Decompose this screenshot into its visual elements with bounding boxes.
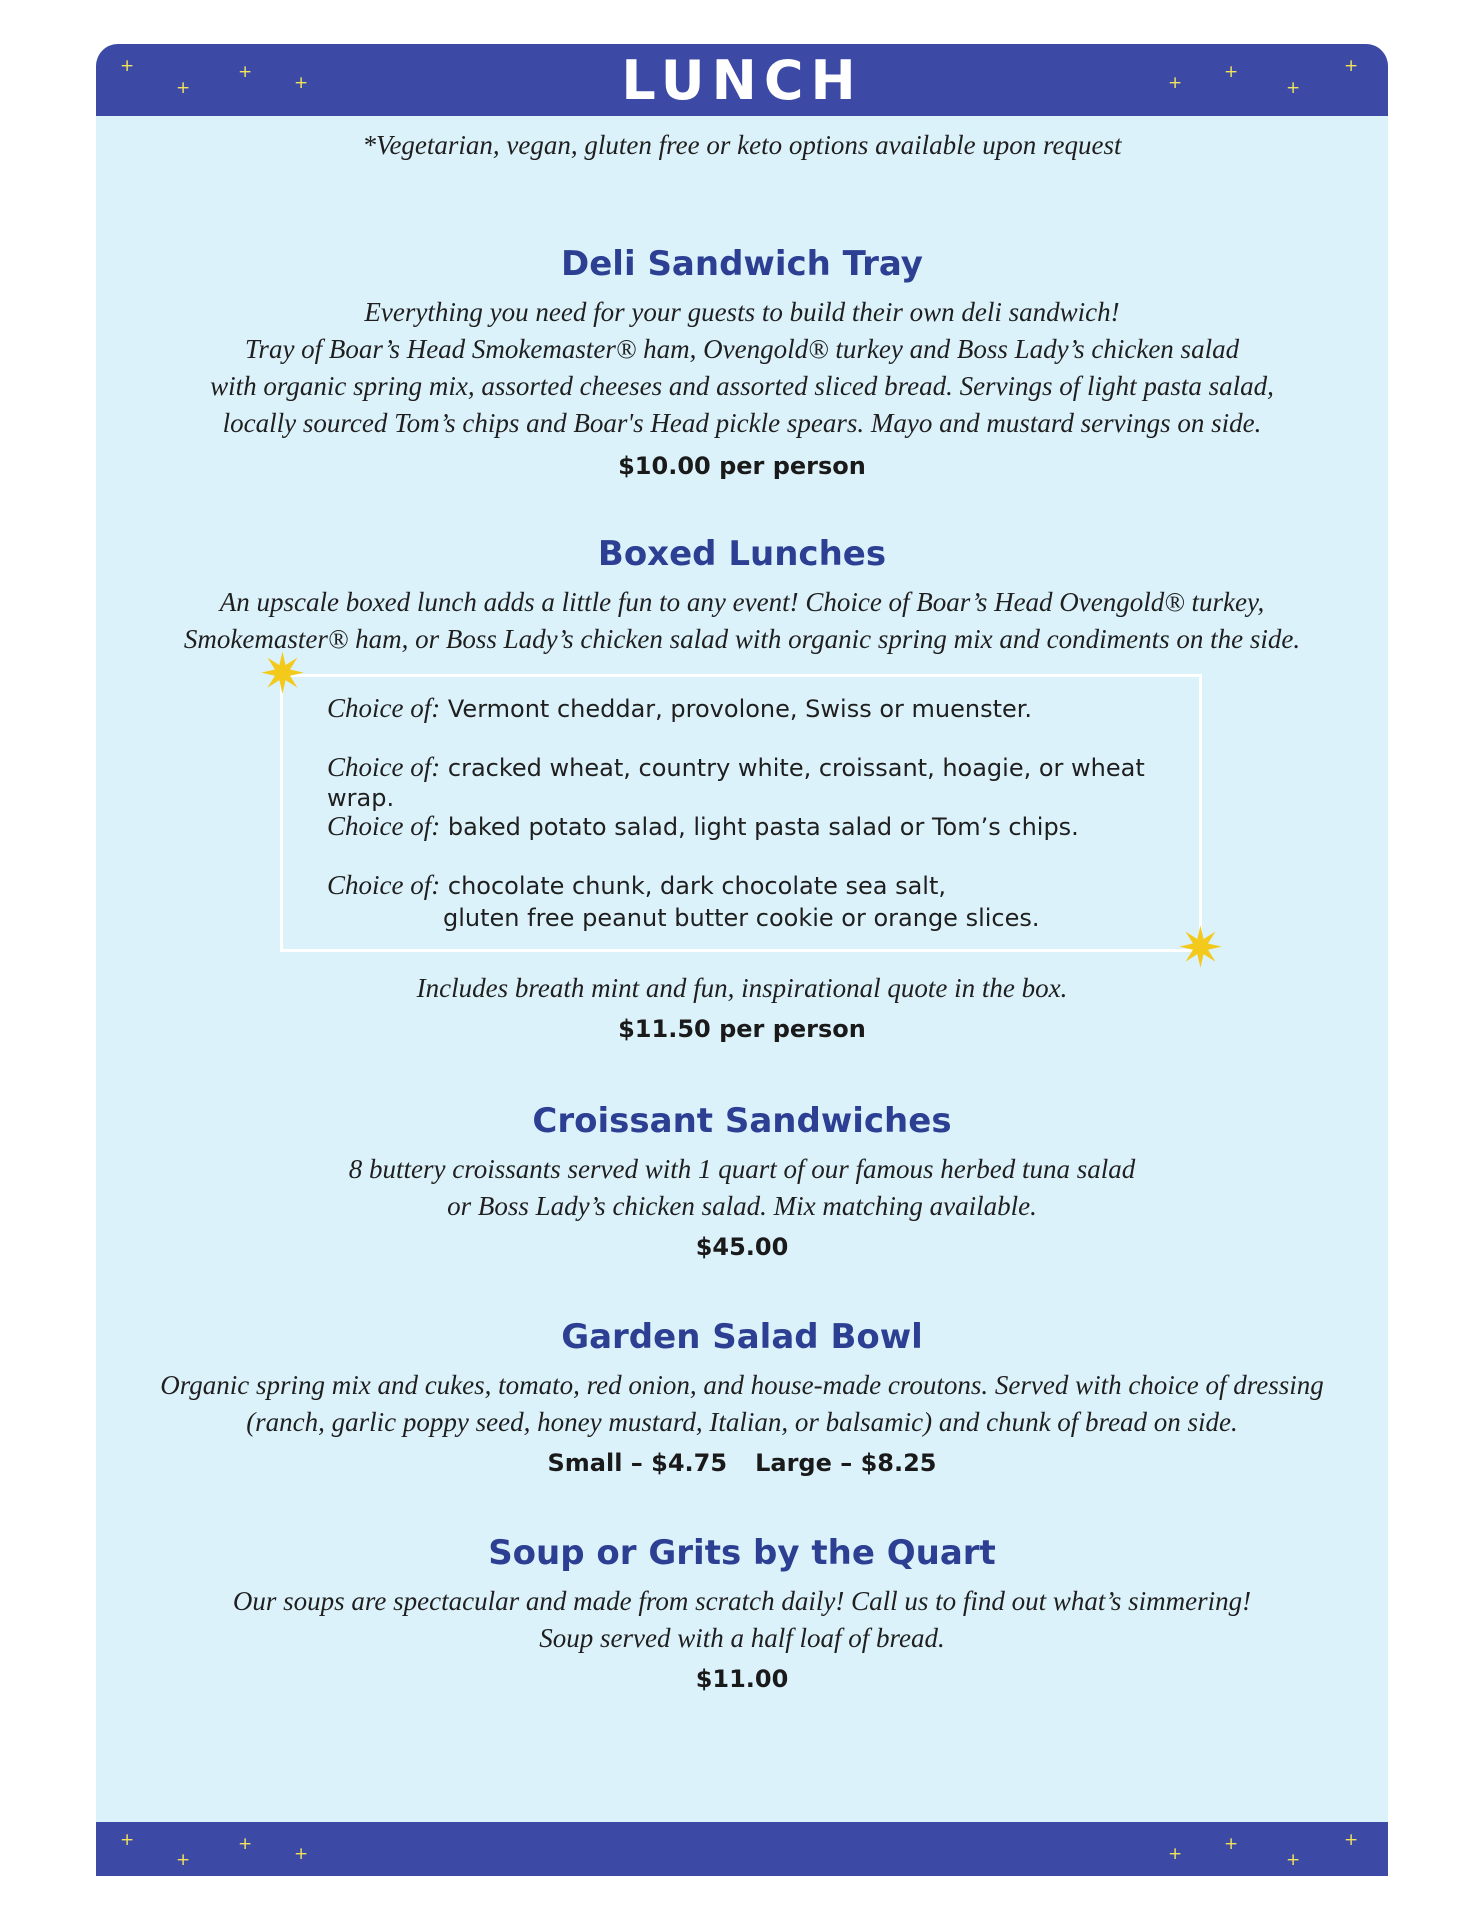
description-line: Soup served with a half loaf of bread. bbox=[539, 1623, 945, 1653]
dietary-note: *Vegetarian, vegan, gluten free or keto options available upon request bbox=[362, 130, 1122, 160]
menu-panel bbox=[96, 44, 1388, 1876]
menu-item-boxed-lunches bbox=[96, 530, 1388, 1049]
section-title: Garden Salad Bowl bbox=[561, 1317, 923, 1357]
choice-text: chocolate chunk, dark chocolate sea salt, bbox=[447, 872, 947, 900]
choice-label: Choice of: bbox=[327, 870, 441, 900]
price-small: Small – $4.75 bbox=[547, 1449, 728, 1477]
sparkle-icon: + bbox=[120, 56, 135, 76]
choice-label: Choice of: bbox=[327, 693, 441, 723]
price: $11.00 bbox=[695, 1665, 789, 1693]
choice-dessert bbox=[327, 870, 946, 901]
price: $11.50 per person bbox=[618, 1015, 866, 1043]
description-line: locally sourced Tom’s chips and Boar's Head pickle spears. Mayo and mustard servings on side. bbox=[222, 408, 1262, 438]
choice-bread bbox=[327, 752, 1199, 813]
choice-text: baked potato salad, light pasta salad or Tom’s chips. bbox=[447, 813, 1079, 841]
menu-item-soup-or-grits bbox=[96, 1529, 1388, 1699]
description-line: or Boss Lady’s chicken salad. Mix matching available. bbox=[447, 1191, 1037, 1221]
sparkle-icon: + bbox=[176, 1850, 191, 1870]
description-line: Organic spring mix and cukes, tomato, red onion, and house-made croutons. Served with choice of dressing bbox=[160, 1370, 1324, 1400]
menu-item-deli-sandwich-tray bbox=[96, 240, 1388, 486]
choice-text: Vermont cheddar, provolone, Swiss or muenster. bbox=[447, 695, 1033, 723]
price-large: Large – $8.25 bbox=[755, 1449, 937, 1477]
choice-text: gluten free peanut butter cookie or orange slices. bbox=[443, 904, 1040, 932]
page-title: LUNCH bbox=[621, 49, 863, 112]
choice-cheese bbox=[327, 693, 1032, 724]
description-line: Smokemaster® ham, or Boss Lady’s chicken salad with organic spring mix and condiments on the side. bbox=[183, 624, 1301, 654]
footer-band bbox=[96, 1822, 1388, 1876]
starburst-icon: ✷ bbox=[259, 642, 306, 707]
sparkle-icon: + bbox=[1224, 1834, 1239, 1854]
menu-item-croissant-sandwiches bbox=[96, 1097, 1388, 1267]
description-line: (ranch, garlic poppy seed, honey mustard, Italian, or balsamic) and chunk of bread on side. bbox=[246, 1407, 1238, 1437]
sparkle-icon: + bbox=[1286, 78, 1301, 98]
section-title: Soup or Grits by the Quart bbox=[488, 1533, 996, 1573]
section-title: Croissant Sandwiches bbox=[532, 1101, 952, 1141]
description-line: Everything you need for your guests to build their own deli sandwich! bbox=[364, 297, 1120, 327]
sparkle-icon: + bbox=[238, 1834, 253, 1854]
section-title: Boxed Lunches bbox=[597, 534, 887, 574]
sparkle-icon: + bbox=[294, 73, 309, 93]
sparkle-icon: + bbox=[1168, 1844, 1183, 1864]
sparkle-icon: + bbox=[1224, 62, 1239, 82]
boxed-lunch-extra: Includes breath mint and fun, inspirational quote in the box. bbox=[416, 973, 1068, 1003]
menu-content bbox=[96, 128, 1388, 1699]
sparkle-icon: + bbox=[1344, 56, 1359, 76]
sparkle-icon: + bbox=[1286, 1850, 1301, 1870]
header-band bbox=[96, 44, 1388, 116]
description-line: 8 buttery croissants served with 1 quart of our famous herbed tuna salad bbox=[348, 1154, 1136, 1184]
choice-label: Choice of: bbox=[327, 752, 441, 782]
description-line: An upscale boxed lunch adds a little fun to any event! Choice of Boar’s Head Ovengold® turkey, bbox=[219, 587, 1265, 617]
sparkle-icon: + bbox=[1168, 73, 1183, 93]
description-line: Tray of Boar’s Head Smokemaster® ham, Ovengold® turkey and Boss Lady’s chicken salad bbox=[244, 334, 1240, 364]
price: $10.00 per person bbox=[618, 452, 866, 480]
description-line: with organic spring mix, assorted cheeses and assorted sliced bread. Servings of light pasta salad, bbox=[210, 371, 1274, 401]
choice-label: Choice of: bbox=[327, 811, 441, 841]
sparkle-icon: + bbox=[238, 62, 253, 82]
sparkle-icon: + bbox=[294, 1844, 309, 1864]
sparkle-icon: + bbox=[176, 78, 191, 98]
choice-side bbox=[327, 811, 1079, 842]
description-line: Our soups are spectacular and made from scratch daily! Call us to find out what’s simmering! bbox=[232, 1586, 1252, 1616]
price-row bbox=[96, 1443, 1388, 1483]
sparkle-icon: + bbox=[1344, 1830, 1359, 1850]
sparkle-icon: + bbox=[120, 1830, 135, 1850]
price: $45.00 bbox=[695, 1233, 789, 1261]
choice-text: cracked wheat, country white, croissant, hoagie, or wheat wrap. bbox=[327, 754, 1145, 812]
choices-box bbox=[259, 642, 1224, 981]
choice-dessert-continued bbox=[443, 903, 1040, 933]
starburst-icon: ✷ bbox=[1177, 916, 1224, 981]
section-title: Deli Sandwich Tray bbox=[561, 244, 923, 284]
menu-item-garden-salad-bowl bbox=[96, 1313, 1388, 1483]
